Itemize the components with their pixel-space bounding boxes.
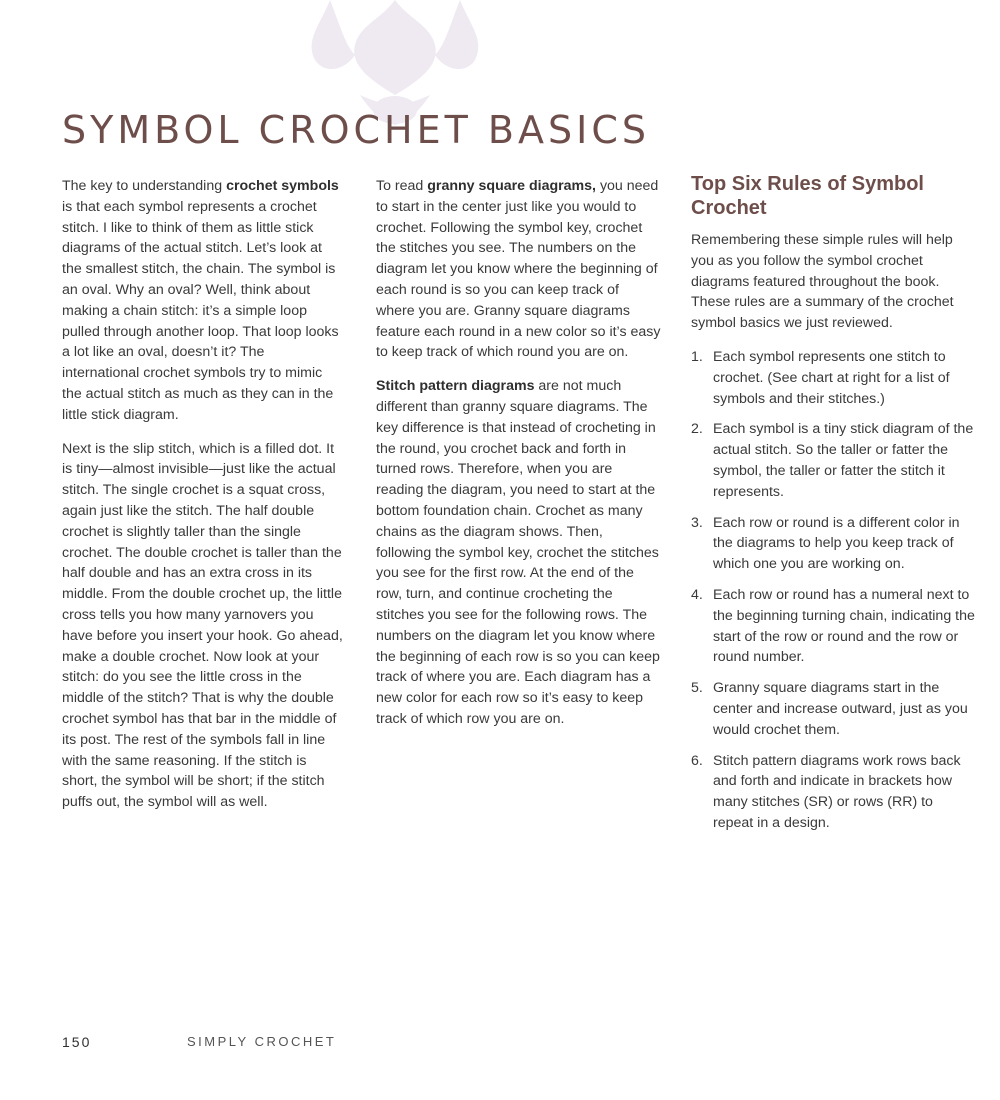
list-item: 5. Granny square diagrams start in the center and increase outward, just as you would crochet them. [691,680,968,738]
rules-list [691,347,976,834]
rules-sidebar [691,172,976,844]
bold-term: crochet symbols [226,178,339,194]
paragraph: To read granny square diagrams, you need to start in the center just like you would to crochet. Following the symbol key, crochet the stitches you see. The numbers on the diagram let you know where the beginning of each round is so you can keep track of where you are. Granny square diagrams feature each round in a new color so it’s easy to keep track of which round you are on. [376,178,661,361]
diagrams-column [376,176,661,743]
list-item: 2. Each symbol is a tiny stick diagram of the actual stitch. So the taller or fatter the symbol, the taller or fatter the stitch it represents. [691,421,974,500]
sidebar-heading: Top Six Rules of Symbol Crochet [691,173,924,219]
list-item: 4. Each row or round has a numeral next to the beginning turning chain, indicating the start of the row or round and the row or round number. [691,586,975,666]
paragraph: The key to understanding crochet symbols is that each symbol represents a crochet stitch. I like to think of them as little stick diagrams of the actual stitch. Let’s look at the smallest stitch, the chain. The symbol is an oval. Why an oval? Well, think about making a chain stitch: it’s a simple loop pulled through another loop. That loop looks a lot like an oval, doesn’t it? The international crochet symbols try to mimic the actual stitch as much as they can in the little stick diagram. [62,178,339,423]
running-footer: SIMPLY CROCHET [187,1034,337,1049]
bold-term: granny square diagrams, [427,178,596,194]
list-item: 6. Stitch pattern diagrams work rows back and forth and indicate in brackets how many stitches (SR) or rows (RR) to repeat in a design. [691,752,961,831]
paragraph: Next is the slip stitch, which is a filled dot. It is tiny—almost invisible—just like the actual stitch. The single crochet is a squat cross, again just like the stitch. The half double crochet is slightly taller than the single crochet. The double crochet is taller than the half double and has an extra cross in its middle. From the double crochet up, the little cross tells you how many yarnovers you have before you insert your hook. Go ahead, make a double crochet. Now look at your stitch: do you see the little cross in the middle of the stitch? That is why the double crochet symbol has that bar in the middle of its post. The rest of the symbols fall in line with the same reasoning. If the stitch is short, the symbol will be short; if the stitch puffs out, the symbol will as well. [62,440,343,811]
sidebar-intro: Remembering these simple rules will help you as you follow the symbol crochet diagrams featured throughout the book. These rules are a summary of the crochet symbol basics we just reviewed. [691,232,954,332]
bold-term: Stitch pattern diagrams [376,378,535,395]
list-item: 1. Each symbol represents one stitch to crochet. (See chart at right for a list of symbols and their stitches.) [691,348,950,407]
intro-column [62,176,345,826]
page-title: SYMBOL CROCHET BASICS [62,108,650,152]
paragraph: Stitch pattern diagrams are not much different than granny square diagrams. The key difference is that instead of crocheting in the round, you crochet back and forth in turned rows. Therefore, when you are reading the diagram, you need to start at the bottom foundation chain. Crochet as many chains as the diagram shows. Then, following the symbol key, crochet the stitches you see for the first row. At the end of the row, turn, and continue crocheting the stitches you see for the following rows. The numbers on the diagram let you know where the beginning of each row is so you can keep track of where you are. Each diagram has a new color for each row so it’s easy to keep track of which row you are on. [376,378,660,727]
list-item: 3. Each row or round is a different color in the diagrams to help you keep track of which one you are working on. [691,514,960,573]
page-number: 150 [62,1034,92,1050]
